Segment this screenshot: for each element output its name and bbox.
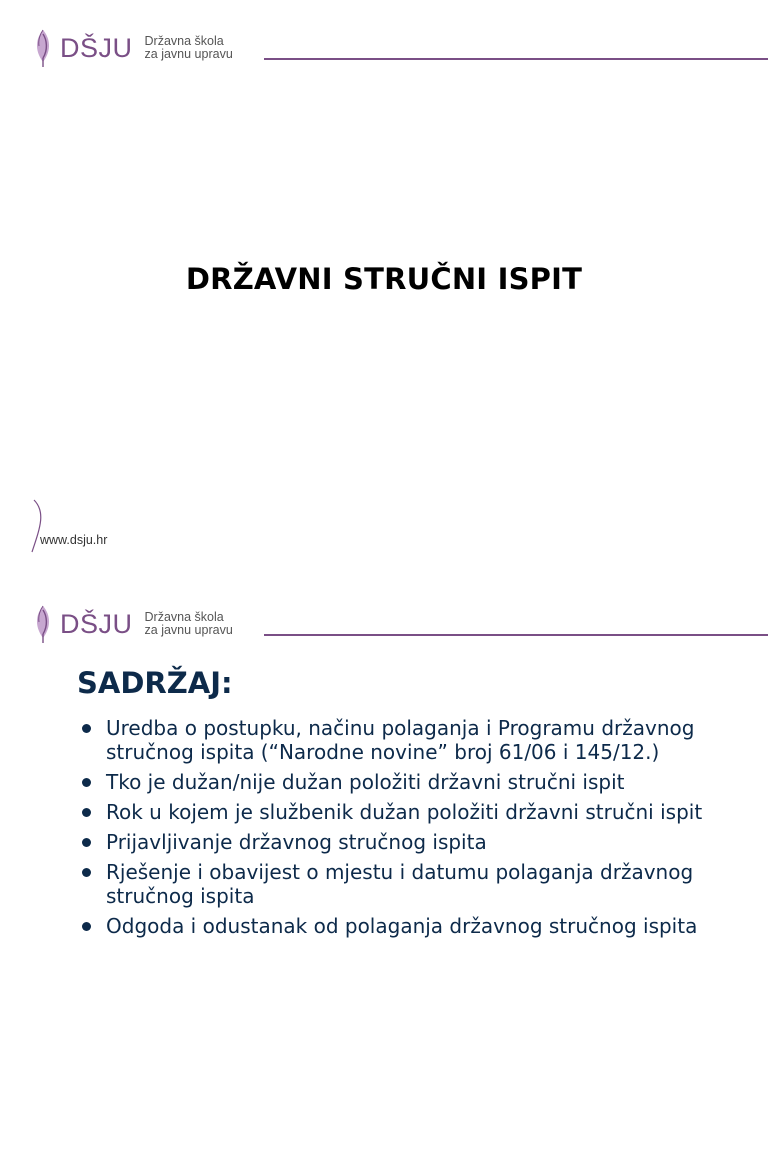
brand-logo [30, 604, 233, 644]
brand-subtitle [145, 611, 233, 637]
header-divider [264, 634, 768, 636]
bullet-icon [82, 838, 91, 847]
bullet-icon [82, 808, 91, 817]
bullet-icon [82, 868, 91, 877]
list-item-text: Odgoda i odustanak od polaganja državnog stručnog ispita [106, 914, 698, 938]
bullet-icon [82, 724, 91, 733]
bullet-icon [82, 778, 91, 787]
contents-heading: SADRŽAJ: [77, 666, 233, 700]
brand-subtitle-line1: Državna škola [144, 610, 224, 624]
contents-list [80, 716, 720, 944]
brand-subtitle-line1: Državna škola [144, 34, 224, 48]
list-item [80, 914, 720, 938]
header-divider [264, 58, 768, 60]
list-item [80, 800, 720, 824]
leaf-logo-icon [30, 28, 56, 68]
list-item [80, 860, 720, 908]
leaf-logo-icon [30, 604, 56, 644]
slide-title-text: DRŽAVNI STRUČNI ISPIT [185, 262, 583, 296]
list-item-text: Uredba o postupku, načinu polaganja i Programu državnog stručnog ispita (“Narodne novine” broj 61/06 i 145/12.) [106, 716, 695, 764]
brand-subtitle-line2: za javnu upravu [144, 47, 233, 61]
list-item [80, 716, 720, 764]
brand-abbr: DŠJU [60, 32, 133, 63]
brand-logo [30, 28, 233, 68]
list-item-text: Rješenje i obavijest o mjestu i datumu polaganja državnog stručnog ispita [106, 860, 694, 908]
bullet-icon [82, 922, 91, 931]
list-item [80, 830, 720, 854]
footer-url[interactable]: www.dsju.hr [40, 533, 108, 547]
brand-abbr: DŠJU [60, 608, 133, 639]
list-item [80, 770, 720, 794]
list-item-text: Tko je dužan/nije dužan položiti državni stručni ispit [106, 770, 625, 794]
brand-subtitle-line2: za javnu upravu [144, 623, 233, 637]
brand-subtitle [145, 35, 233, 61]
list-item-text: Rok u kojem je službenik dužan položiti državni stručni ispit [106, 800, 703, 824]
list-item-text: Prijavljivanje državnog stručnog ispita [106, 830, 487, 854]
